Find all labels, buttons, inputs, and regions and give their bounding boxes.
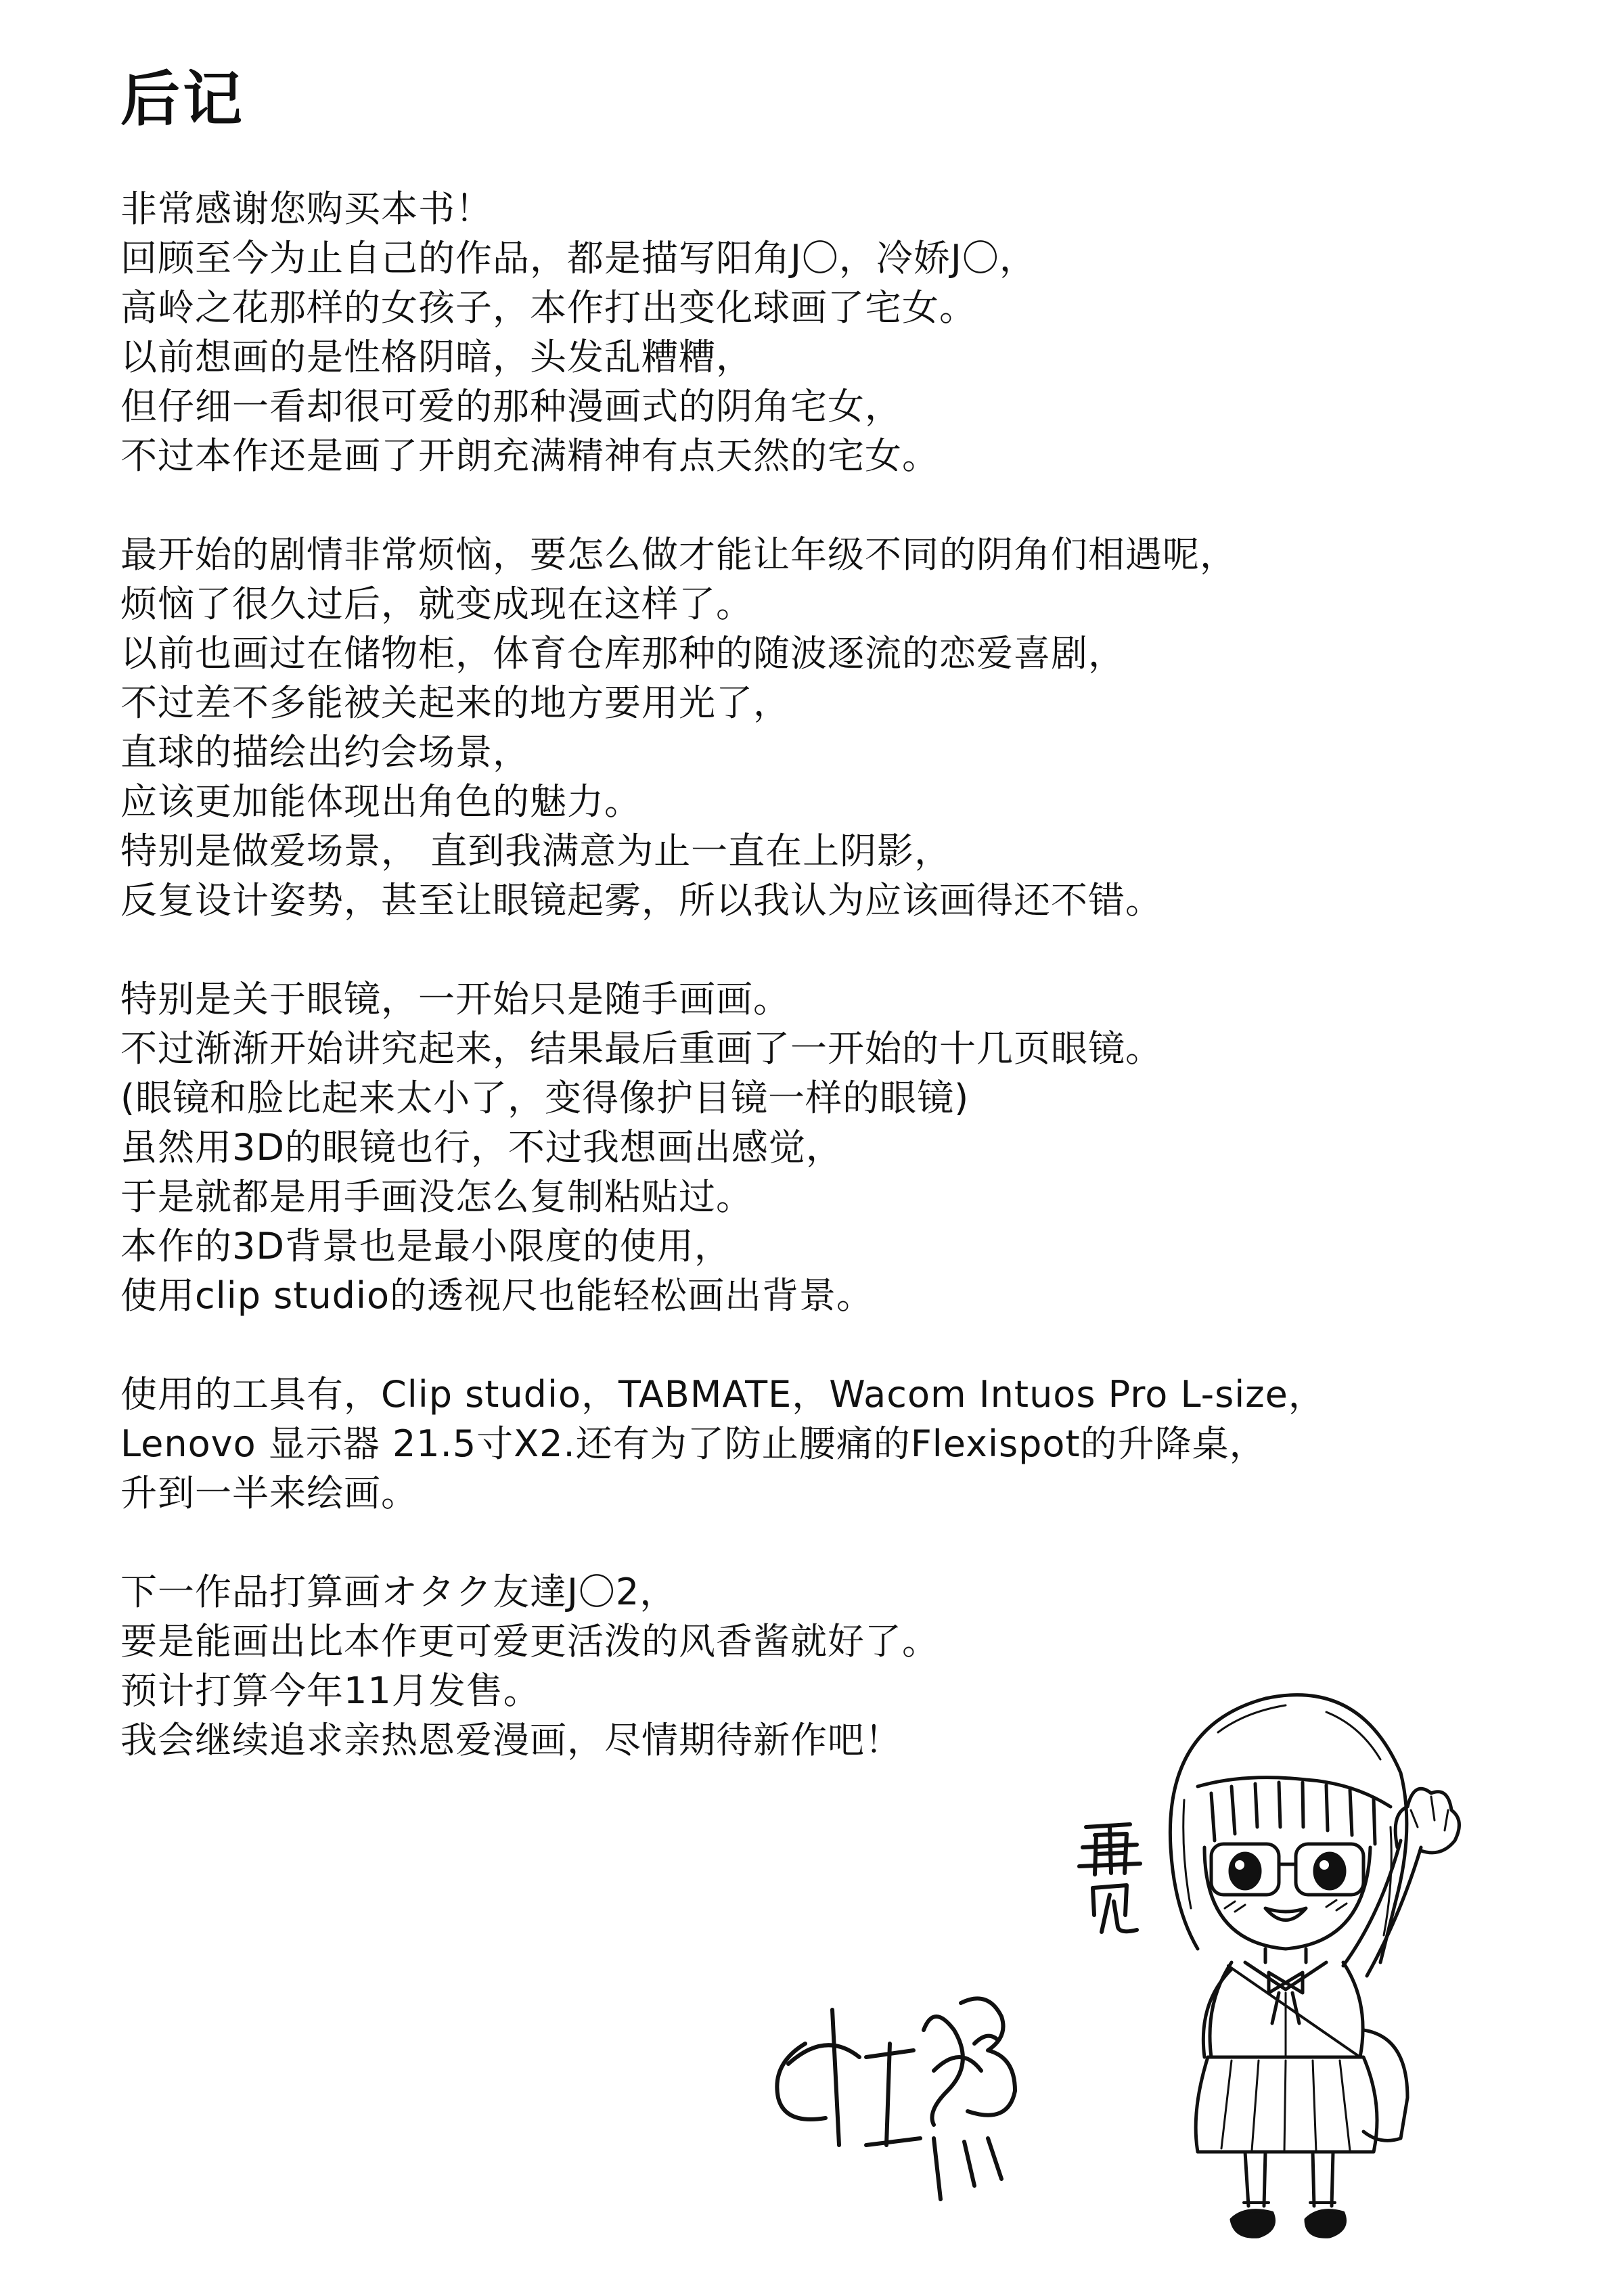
text-line: 不过本作还是画了开朗充满精神有点天然的宅女。 [120,434,939,477]
text-line: 特别是做爱场景， 直到我满意为止一直在上阴影， [120,830,952,872]
text-line: 以前也画过在储物柜，体育仓库那种的随波逐流的恋爱喜剧， [120,632,1125,675]
paragraph-2 [120,530,1528,925]
text-line: 但仔细一看却很可爱的那种漫画式的阴角宅女， [120,385,902,428]
text-line: 反复设计姿势，甚至让眼镜起雾，所以我认为应该画得还不错。 [120,879,1163,922]
text-line: 使用的工具有，Clip studio，TABMATE，Wacom Intuos Pro L-size， [120,1373,1326,1416]
text-line: 特别是关于眼镜，一开始只是随手画画。 [120,978,790,1020]
text-line: Lenovo 显示器 21.5寸X2.还有为了防止腰痛的Flexispot的升降桌， [120,1422,1267,1465]
text-line: 直球的描绘出约会场景， [120,731,530,773]
text-line: 升到一半来绘画。 [120,1472,418,1514]
text-line: (眼镜和脸比起来太小了，变得像护目镜一样的眼镜) [120,1077,970,1119]
text-line: 预计打算今年11月发售。 [120,1669,541,1712]
text-line: 回顾至今为止自己的作品，都是描写阳角J〇，冷娇J〇， [120,237,1037,279]
text-line: 下一作品打算画オタク友達J〇2， [120,1571,677,1613]
text-line: 不过差不多能被关起来的地方要用光了， [120,681,790,724]
text-line: 要是能画出比本作更可爱更活泼的风香酱就好了。 [120,1620,939,1663]
text-line: 我会继续追求亲热恩爱漫画，尽情期待新作吧！ [120,1719,902,1761]
text-line: 不过渐渐开始讲究起来，结果最后重画了一开始的十几页眼镜。 [120,1027,1163,1070]
text-line: 使用clip studio的透视尺也能轻松画出背景。 [120,1274,874,1317]
chibi-girl-illustration [731,1624,1509,2274]
author-signature [777,1998,1015,2199]
page-title: 后记 [120,64,246,134]
handwritten-caption-zaijian [1079,1824,1140,1932]
paragraph-3 [120,974,1528,1320]
text-line: 虽然用3D的眼镜也行，不过我想画出感觉， [120,1126,843,1169]
afterword-body [120,184,1528,1814]
text-line: 烦恼了很久过后，就变成现在这样了。 [120,583,753,625]
text-line: 非常感谢您购买本书！ [120,187,493,230]
text-line: 最开始的剧情非常烦恼，要怎么做才能让年级不同的阴角们相遇呢， [120,533,1237,576]
text-line: 于是就都是用手画没怎么复制粘贴过。 [120,1175,753,1218]
text-line: 本作的3D背景也是最小限度的使用， [120,1225,731,1267]
paragraph-4 [120,1370,1528,1518]
paragraph-1 [120,184,1528,480]
text-line: 以前想画的是性格阴暗，头发乱糟糟， [120,336,753,378]
chibi-girl [1170,1695,1459,2237]
text-line: 应该更加能体现出角色的魅力。 [120,780,641,823]
text-line: 高岭之花那样的女孩子，本作打出变化球画了宅女。 [120,286,976,329]
